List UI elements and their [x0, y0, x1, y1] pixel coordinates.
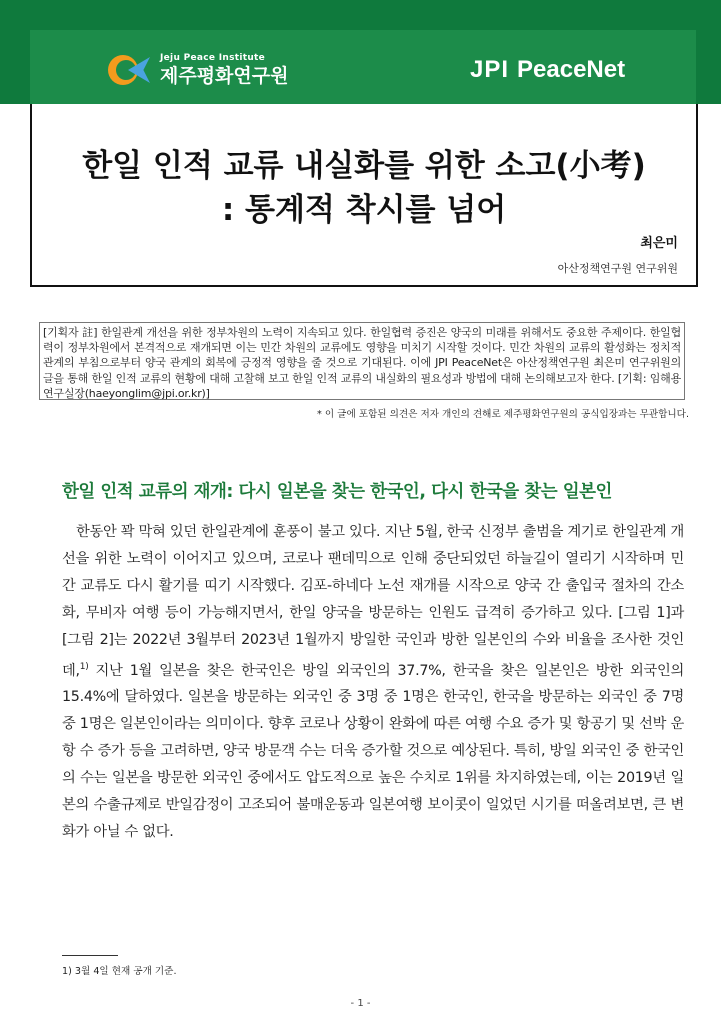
article-title-line2: : 통계적 착시를 넘어 — [221, 192, 507, 228]
jeju-peace-institute-logo[interactable] — [108, 50, 288, 90]
logo-korean-name: 제주평화연구원 — [160, 64, 289, 87]
section-heading: 한일 인적 교류의 재개: 다시 일본을 찾는 한국인, 다시 한국을 찾는 일본인 — [62, 482, 612, 502]
title-box — [30, 104, 698, 287]
footnote-text: 1) 3월 4일 현재 공개 기준. — [62, 966, 177, 977]
author-affiliation: 아산정책연구원 연구위원 — [557, 262, 678, 275]
disclaimer-text: * 이 글에 포함된 의견은 저자 개인의 견해로 제주평화연구원의 공식입장과는 무관합니다. — [317, 409, 689, 420]
jpi-mark: JPI — [470, 56, 510, 83]
institute-emblem-icon — [108, 51, 152, 89]
article-title-line1: 한일 인적 교류 내실화를 위한 소고(小考) — [82, 148, 646, 184]
peacenet-name: PeaceNet — [517, 56, 626, 83]
logo-english-name: Jeju Peace Institute — [160, 52, 266, 63]
footnote-divider — [62, 955, 118, 956]
planning-note-box — [39, 322, 685, 400]
body-text-part2: 지난 1월 일본을 찾은 한국인은 방일 외국인의 37.7%, 한국을 찾은 일본인은 방한 외국인의 15.4%에 달하였다. 일본을 방문하는 외국인 중 3명 중 1명은 한국인, 한국을 방문하는 외국인 중 7명 중 1명은 일본인이라는 의미이다. 향후 코로나 상황이 완화에 따른 여행 수요 증가 및 항공기 및 선박 운항 수 증가 등을 고려하면, 양국 방문객 수는 더욱 증가할 것으로 예상된다. 특히, 방일 외국인 중 한국인의 수는 일본을 방문한 외국인 중에서도 압도적으로 높은 수치로 1위를 차지하였는데, 이는 2019년 일본의 수출규제로 반일감정이 고조되어 불매운동과 일본여행 보이콧이 일었던 시기를 떠올려보면, 큰 변화가 아닐 수 없다. — [62, 662, 685, 840]
planning-note-text: [기획자 註] 한일관계 개선을 위한 정부차원의 노력이 지속되고 있다. 한일협력 증진은 양국의 미래를 위해서도 중요한 주제이다. 한일협력이 정부차원에서 본격적으로 재개되면 이는 민간 차원의 교류에도 영향을 미치기 시작할 것이다. 민간 차원의 교류의 활성화는 정치적 관계의 부침으로부터 양국 관계의 회복에 긍정적 영향을 줄 것으로 기대된다. 이에 JPI PeaceNet은 아산정책연구원 최은미 연구위원의 글을 통해 한일 인적 교류의 현황에 대해 고찰해 보고 한일 인적 교류의 내실화의 필요성과 방법에 대해 논의해보고자 한다. [기획: 임해용 연구실장(haeyonglim@jpi.or.kr)] — [43, 326, 681, 400]
page-number: - 1 - — [350, 998, 371, 1009]
body-text-part1: 한동안 꽉 막혀 있던 한일관계에 훈풍이 불고 있다. 지난 5월, 한국 신정부 출범을 계기로 한일관계 개선을 위한 노력이 이어지고 있으며, 코로나 팬데믹으로 인해 중단되었던 하늘길이 열리기 시작하며 민간 교류도 다시 활기를 띠기 시작했다. 김포-하네다 노선 재개를 시작으로 양국 간 출입국 절차의 간소화, 무비자 여행 등이 가능해지면서, 한일 양국을 방문하는 인원도 급격히 증가하고 있다. [그림 1]과 [그림 2]는 2022년 3월부터 2023년 1월까지 방일한 국인과 방한 일본인의 수와 비율을 조사한 것인데, — [62, 524, 684, 679]
author-name: 최은미 — [640, 236, 678, 251]
body-paragraph — [62, 519, 684, 846]
jpi-peacenet-logo[interactable] — [470, 56, 625, 84]
footnote-reference[interactable]: 1) — [79, 661, 89, 672]
